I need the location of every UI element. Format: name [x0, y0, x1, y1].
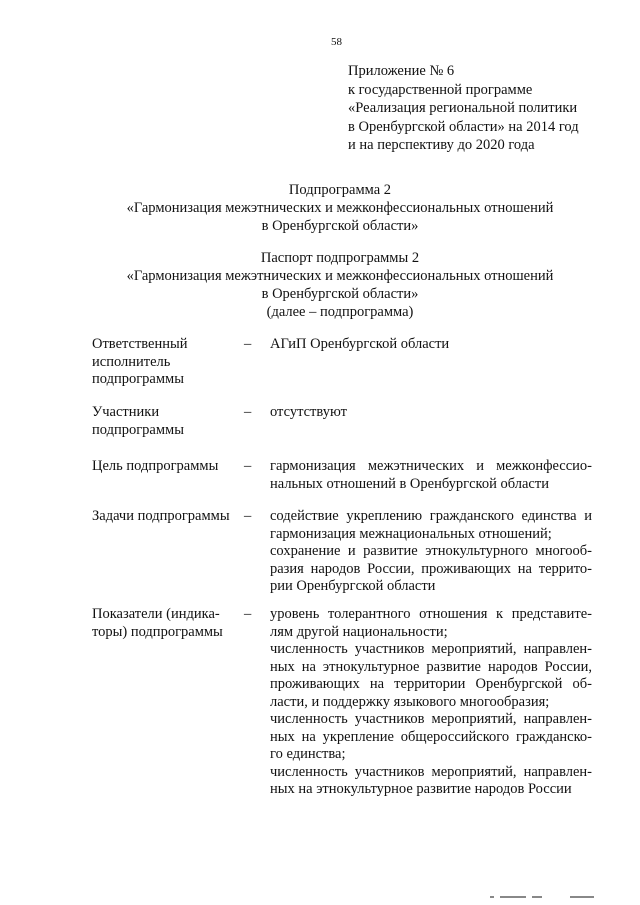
scan-mark	[570, 896, 594, 898]
label-line: Задачи подпрограммы	[92, 508, 230, 524]
label-line: подпрограммы	[92, 421, 184, 438]
value-line: численность участников мероприятий, направлен-	[270, 711, 592, 727]
scan-mark	[500, 896, 526, 898]
passport-title-line: Паспорт подпрограммы 2	[260, 250, 420, 266]
appendix-line: и на перспективу до 2020 года	[348, 137, 535, 153]
scan-artifact-marks	[470, 896, 610, 900]
appendix-line: «Реализация региональной политики	[348, 100, 578, 116]
label-line: Показатели (индика-	[92, 606, 220, 622]
passport-row-label	[92, 336, 242, 389]
passport-title-line: в Оренбургской области»	[261, 286, 419, 302]
scan-mark	[490, 896, 494, 898]
value-line: АГиП Оренбургской области	[270, 336, 450, 352]
appendix-line: Приложение № 6	[348, 63, 455, 79]
scan-mark	[532, 896, 542, 898]
dash-separator: –	[244, 404, 252, 420]
value-line: нальных отношений в Оренбургской области	[270, 475, 549, 492]
value-line: ных на этнокультурное развитие народов России	[270, 781, 572, 797]
passport-title-line: «Гармонизация межэтнических и межконфессиональных отношений	[126, 268, 554, 284]
appendix-header	[348, 62, 628, 155]
value-line: ласти, и поддержку языкового многообразия;	[270, 693, 550, 710]
label-line: подпрограммы	[92, 371, 184, 387]
subprogram-title-line: в Оренбургской области»	[261, 218, 419, 234]
passport-row-label	[92, 404, 242, 439]
passport-row-value	[270, 404, 592, 422]
label-line: Ответственный	[92, 336, 188, 352]
passport-title-line: (далее – подпрограмма)	[266, 304, 414, 320]
value-line: гармонизация межэтнических и межконфессио-	[270, 458, 592, 474]
value-line: лям другой национальности;	[270, 623, 448, 640]
passport-row-value	[270, 458, 592, 493]
dash-separator: –	[244, 606, 252, 622]
subprogram-title	[60, 181, 620, 235]
value-line: го единства;	[270, 746, 346, 762]
passport-row-label	[92, 458, 242, 476]
dash-separator: –	[244, 458, 252, 474]
passport-title	[60, 249, 620, 321]
passport-row-value	[270, 508, 592, 596]
value-line: гармонизация межнациональных отношений;	[270, 525, 552, 542]
dash-separator: –	[244, 336, 252, 352]
value-line: сохранение и развитие этнокультурного многооб-	[270, 543, 592, 559]
label-line: Участники	[92, 404, 160, 420]
value-line: проживающих на территории Оренбургской об-	[270, 676, 592, 692]
label-line: Цель подпрограммы	[92, 458, 219, 474]
value-line: разия народов России, проживающих на террито-	[270, 560, 592, 577]
passport-row-label	[92, 508, 242, 526]
label-line: торы) подпрограммы	[92, 623, 223, 640]
subprogram-title-line: Подпрограмма 2	[288, 182, 392, 198]
value-line: ных на укрепление общероссийского гражданско-	[270, 728, 592, 745]
dash-separator: –	[244, 508, 252, 524]
passport-row-value	[270, 336, 592, 354]
passport-row-value	[270, 606, 592, 799]
appendix-line: к государственной программе	[348, 81, 533, 98]
value-line: рии Оренбургской области	[270, 578, 436, 594]
label-line: исполнитель	[92, 353, 171, 370]
value-line: численность участников мероприятий, направлен-	[270, 763, 592, 780]
subprogram-title-line: «Гармонизация межэтнических и межконфессиональных отношений	[126, 200, 554, 216]
value-line: отсутствуют	[270, 404, 347, 420]
value-line: уровень толерантного отношения к представите-	[270, 606, 592, 622]
value-line: численность участников мероприятий, направлен-	[270, 641, 592, 657]
appendix-line: в Оренбургской области» на 2014 год	[348, 118, 579, 135]
value-line: содействие укреплению гражданского единства и	[270, 508, 592, 524]
page-number: 58	[331, 36, 342, 48]
passport-row-label	[92, 606, 242, 641]
value-line: ных на этнокультурное развитие народов России,	[270, 658, 592, 675]
